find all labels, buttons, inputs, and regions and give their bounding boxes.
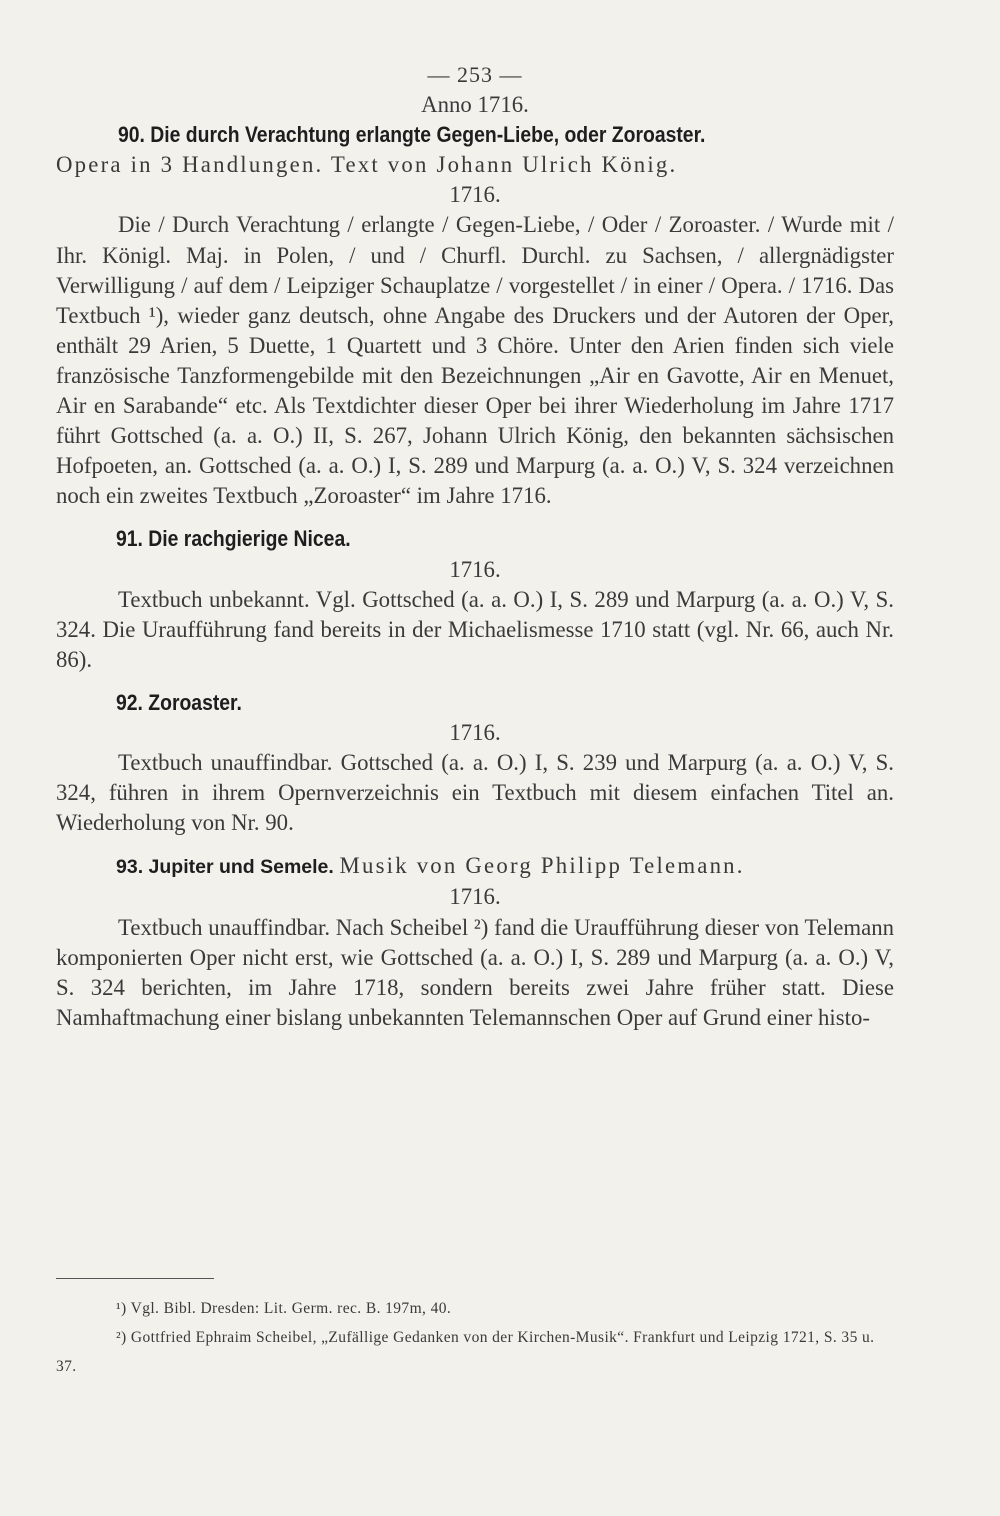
entry-title: 92. Zoroaster.: [116, 689, 242, 715]
entry-93-body: Textbuch unauffindbar. Nach Scheibel ²) fand die Uraufführung dieser von Telemann komponierten Oper nicht erst, wie Gottsched (a. a. O.) I, S. 289 und Marpurg (a. a. O.) V, S. 324 berichten, im Jahre 1718, sondern bereits zwei Jahre früher statt. Diese Namhaftmachung einer bislang unbekannten Telemannschen Oper auf Grund einer histo-: [56, 914, 894, 1030]
entry-93-year: 1716.: [449, 884, 501, 910]
year-heading: Anno 1716.: [421, 92, 529, 118]
entry-title: 91. Die rachgierige Nicea.: [116, 526, 351, 552]
main-text: [56, 60, 894, 1033]
entry-93-subtitle: Musik von Georg Philipp Telemann.: [339, 853, 745, 879]
entry-91-title-line: [56, 524, 894, 554]
entry-92-body: Textbuch unauffindbar. Gottsched (a. a. O.) I, S. 239 und Marpurg (a. a. O.) V, S. 324, führen in ihrem Opernverzeichnis ein Textbuch mit diesem einfachen Titel an. Wiederholung von Nr. 90.: [56, 750, 894, 836]
entry-92-year: 1716.: [449, 719, 501, 745]
footnote-2: ²) Gottfried Ephraim Scheibel, „Zufällige Gedanken von der Kirchen-Musik“. Frankfurt und Leipzig 1721, S. 35 u. 37.: [56, 1329, 875, 1375]
footnotes: [56, 1294, 894, 1381]
footnote-1: ¹) Vgl. Bibl. Dresden: Lit. Germ. rec. B. 197m, 40.: [116, 1300, 452, 1317]
entry-title: 93. Jupiter und Semele.: [116, 856, 334, 879]
entry-92-title-line: [56, 688, 894, 718]
entry-93-title-line: [56, 851, 894, 882]
footnote-rule: [56, 1278, 214, 1279]
entry-title: 90. Die durch Verachtung erlangte Gegen-Liebe, oder Zoroaster.: [118, 122, 706, 148]
page-number: — 253 —: [427, 62, 523, 87]
entry-91-body: Textbuch unbekannt. Vgl. Gottsched (a. a. O.) I, S. 289 und Marpurg (a. a. O.) V, S. 324. Die Uraufführung fand bereits in der Michaelismesse 1710 statt (vgl. Nr. 66, auch Nr. 86).: [56, 586, 894, 672]
entry-90-title-line: [56, 120, 894, 150]
entry-90-year: 1716.: [449, 182, 501, 208]
entry-90-subtitle: Opera in 3 Handlungen. Text von Johann Ulrich König.: [56, 152, 678, 178]
entry-90-body: Die / Durch Verachtung / erlangte / Gegen-Liebe, / Oder / Zoroaster. / Wurde mit / Ihr. Königl. Maj. in Polen, / und / Churfl. Durchl. zu Sachsen, / allergnädigster Verwilligung / auf dem / Leipziger Schauplatze / vorgestellet / in einer / Opera. / 1716. Das Textbuch ¹), wieder ganz deutsch, ohne Angabe des Druckers und der Autoren der Oper, enthält 29 Arien, 5 Duette, 1 Quartett und 3 Chöre. Unter den Arien finden sich viele französische Tanzformengebilde mit den Bezeichnungen „Air en Gavotte, Air en Menuet, Air en Sarabande“ etc. Als Textdichter dieser Oper bei ihrer Wiederholung im Jahre 1717 führt Gottsched (a. a. O.) II, S. 267, Johann Ulrich König, den bekannten sächsischen Hofpoeten, an. Gottsched (a. a. O.) I, S. 289 und Marpurg (a. a. O.) V, S. 324 verzeichnen noch ein zweites Textbuch „Zoroaster“ im Jahre 1716.: [56, 212, 894, 509]
entry-91-year: 1716.: [449, 556, 501, 582]
